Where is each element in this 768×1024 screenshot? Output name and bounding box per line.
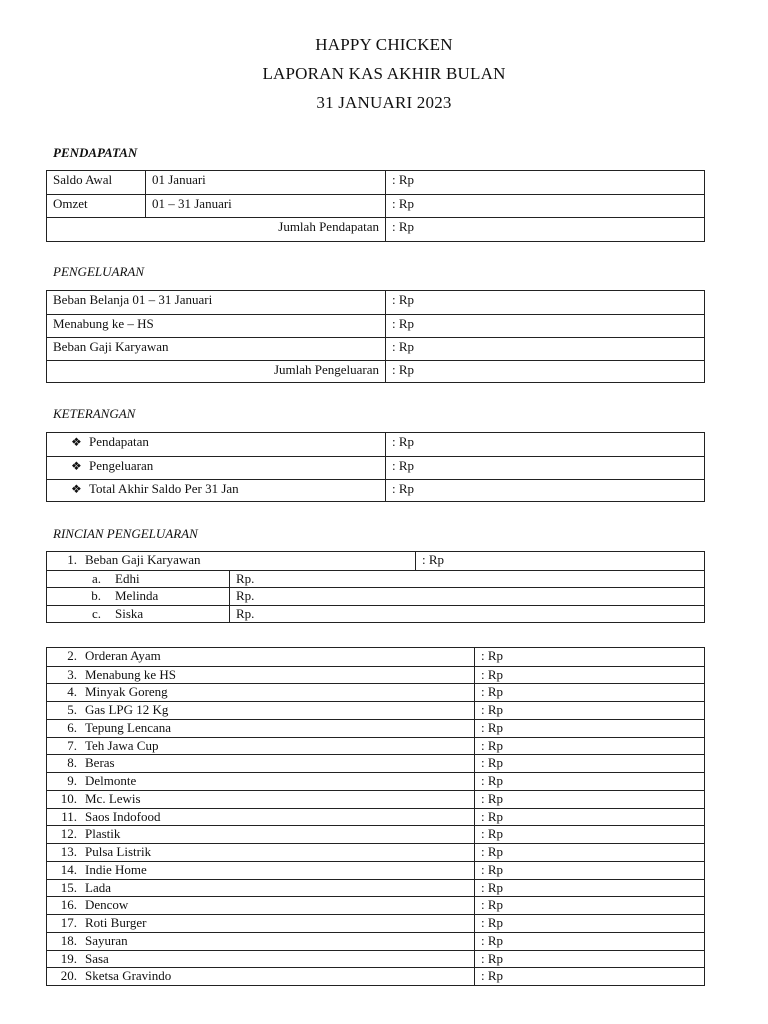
- row-label: Pengeluaran: [89, 458, 154, 473]
- row-value: : Rp: [474, 951, 704, 969]
- row-value: Rp.: [229, 588, 704, 606]
- row-label-cell: [47, 552, 415, 570]
- item-number: 16.: [60, 897, 77, 913]
- row-label: Menabung ke HS: [85, 666, 176, 682]
- total-row: [47, 217, 704, 242]
- employee-name: Siska: [115, 606, 144, 621]
- table-row: [47, 914, 704, 933]
- table-row: [47, 950, 704, 969]
- row-label-cell: [47, 606, 229, 623]
- item-number: 4.: [67, 684, 77, 700]
- item-number: 7.: [67, 737, 77, 753]
- row-label-cell: [47, 880, 474, 898]
- row-label: Beban Gaji Karyawan: [53, 339, 169, 354]
- item-number: 12.: [60, 826, 77, 842]
- row-value: : Rp: [474, 667, 704, 685]
- table-row: [47, 456, 704, 480]
- item-number: 17.: [60, 915, 77, 931]
- item-letter: c.: [91, 606, 101, 621]
- row-value: : Rp: [474, 773, 704, 791]
- row-label: Sasa: [85, 950, 109, 966]
- row-label: Dencow: [85, 897, 129, 913]
- table-row: [47, 587, 704, 606]
- company-name: HAPPY CHICKEN: [315, 35, 453, 54]
- row-label: Total Akhir Saldo Per 31 Jan: [89, 481, 239, 496]
- row-value: Rp.: [229, 606, 704, 623]
- table-row: [47, 683, 704, 702]
- row-label-cell: [47, 809, 474, 827]
- item-number: 14.: [60, 861, 77, 877]
- row-label-cell: [47, 588, 229, 606]
- row-value: : Rp: [474, 648, 704, 666]
- row-value: : Rp: [474, 862, 704, 880]
- item-number: 10.: [60, 790, 77, 806]
- item-number: 8.: [67, 755, 77, 771]
- row-period: 01 – 31 Januari: [145, 195, 385, 218]
- row-label-cell: [47, 897, 474, 915]
- table-row: [47, 737, 704, 756]
- row-label-cell: [47, 951, 474, 969]
- pendapatan-table: [46, 170, 705, 242]
- diamond-bullet-icon: ❖: [71, 435, 82, 449]
- row-label: Gas LPG 12 Kg: [85, 702, 169, 718]
- row-value: : Rp: [385, 480, 704, 502]
- total-label: Jumlah Pengeluaran: [273, 362, 379, 377]
- item-number: 20.: [60, 968, 77, 984]
- item-letter: a.: [91, 571, 101, 586]
- item-number: 9.: [67, 773, 77, 789]
- table-row: [47, 552, 704, 570]
- row-label-cell: [47, 571, 229, 588]
- row-label: Tepung Lencana: [85, 719, 172, 735]
- row-label-cell: [47, 791, 474, 809]
- row-value: : Rp: [474, 791, 704, 809]
- item-number: 18.: [60, 932, 77, 948]
- row-value: : Rp: [474, 826, 704, 844]
- report-date: 31 JANUARI 2023: [316, 93, 452, 112]
- row-label-cell: [47, 755, 474, 773]
- row-label-cell: [47, 457, 385, 480]
- table-row: [47, 570, 704, 588]
- item-number: 2.: [67, 648, 77, 663]
- total-label: Jumlah Pendapatan: [278, 219, 379, 234]
- row-label-cell: [47, 862, 474, 880]
- row-value: Rp.: [229, 571, 704, 588]
- item-number: 15.: [60, 879, 77, 895]
- table-row: [47, 719, 704, 738]
- row-label: Beban Belanja 01 – 31 Januari: [53, 292, 213, 307]
- row-label: Pulsa Listrik: [85, 844, 152, 860]
- row-value: : Rp: [474, 702, 704, 720]
- keterangan-heading: KETERANGAN: [53, 406, 136, 421]
- total-row: [47, 360, 704, 383]
- table-row: [47, 337, 704, 361]
- row-label: Menabung ke – HS: [53, 316, 154, 331]
- table-row: [47, 790, 704, 809]
- row-value: : Rp: [474, 738, 704, 756]
- item-number: 19.: [60, 950, 77, 966]
- row-label: Orderan Ayam: [85, 648, 161, 663]
- document-title: [0, 30, 768, 117]
- table-row: [47, 879, 704, 898]
- table-row: [47, 754, 704, 773]
- item-letter: b.: [91, 588, 101, 603]
- total-value: : Rp: [385, 218, 704, 242]
- table-row: [47, 291, 704, 314]
- rincian-heading: RINCIAN PENGELUARAN: [53, 526, 198, 541]
- employee-name: Edhi: [115, 571, 140, 586]
- table-row: [47, 808, 704, 827]
- row-label: Pendapatan: [89, 434, 149, 449]
- row-label-cell: [47, 720, 474, 738]
- row-label-cell: [47, 433, 385, 456]
- table-row: [47, 171, 704, 194]
- row-value: : Rp: [385, 433, 704, 456]
- row-value: : Rp: [474, 897, 704, 915]
- row-label: Mc. Lewis: [85, 790, 141, 806]
- row-value: : Rp: [385, 291, 704, 314]
- pengeluaran-heading: PENGELUARAN: [53, 264, 144, 279]
- table-row: [47, 433, 704, 456]
- row-label: Lada: [85, 879, 111, 895]
- table-row: [47, 194, 704, 218]
- row-value: : Rp: [385, 338, 704, 361]
- row-value: : Rp: [415, 552, 704, 570]
- row-label-cell: [47, 933, 474, 951]
- row-label-cell: [47, 702, 474, 720]
- item-number: 6.: [67, 719, 77, 735]
- row-label: Plastik: [85, 826, 121, 842]
- row-value: : Rp: [474, 968, 704, 986]
- row-label-cell: [47, 480, 385, 502]
- row-label-cell: [47, 844, 474, 862]
- item-number: 3.: [67, 666, 77, 682]
- row-label: Beban Gaji Karyawan: [85, 552, 201, 567]
- table-row: [47, 701, 704, 720]
- row-value: : Rp: [474, 844, 704, 862]
- row-label: Teh Jawa Cup: [85, 737, 159, 753]
- row-label-cell: [47, 915, 474, 933]
- row-value: : Rp: [385, 195, 704, 218]
- row-label: Beras: [85, 755, 115, 771]
- row-label: Sayuran: [85, 932, 128, 948]
- row-label-cell: [47, 773, 474, 791]
- row-value: : Rp: [385, 315, 704, 338]
- row-label: Omzet: [53, 196, 88, 211]
- row-label: Minyak Goreng: [85, 684, 168, 700]
- table-row: [47, 772, 704, 791]
- row-value: : Rp: [474, 809, 704, 827]
- table-row: [47, 843, 704, 862]
- row-value: : Rp: [474, 684, 704, 702]
- item-number: 5.: [67, 702, 77, 718]
- table-row: [47, 825, 704, 844]
- row-label-cell: [47, 826, 474, 844]
- row-value: : Rp: [385, 457, 704, 480]
- table-row: [47, 932, 704, 951]
- row-label: Indie Home: [85, 861, 147, 877]
- row-value: : Rp: [474, 880, 704, 898]
- table-row: [47, 861, 704, 880]
- table-row: [47, 666, 704, 685]
- item-number: 13.: [60, 844, 77, 860]
- pendapatan-heading: PENDAPATAN: [53, 145, 138, 160]
- row-label: Saldo Awal: [53, 172, 113, 187]
- row-label-cell: [47, 667, 474, 685]
- row-label: Delmonte: [85, 773, 137, 789]
- table-row: [47, 967, 704, 986]
- table-row: [47, 605, 704, 623]
- item-number: 1.: [67, 552, 77, 567]
- row-label-cell: [47, 648, 474, 666]
- row-value: : Rp: [385, 171, 704, 194]
- diamond-bullet-icon: ❖: [71, 459, 82, 473]
- row-label-cell: [47, 968, 474, 986]
- row-label: Saos Indofood: [85, 808, 161, 824]
- rincian-items-table: [46, 647, 705, 986]
- pengeluaran-table: [46, 290, 705, 383]
- diamond-bullet-icon: ❖: [71, 482, 82, 496]
- item-number: 11.: [61, 808, 77, 824]
- row-value: : Rp: [474, 720, 704, 738]
- table-row: [47, 648, 704, 666]
- report-title: LAPORAN KAS AKHIR BULAN: [262, 64, 506, 83]
- row-label: Sketsa Gravindo: [85, 968, 172, 984]
- table-row: [47, 314, 704, 338]
- keterangan-table: [46, 432, 705, 502]
- rincian-gaji-table: [46, 551, 705, 623]
- row-value: : Rp: [474, 933, 704, 951]
- employee-name: Melinda: [115, 588, 159, 603]
- row-value: : Rp: [474, 755, 704, 773]
- row-period: 01 Januari: [145, 171, 385, 194]
- row-value: : Rp: [474, 915, 704, 933]
- total-value: : Rp: [385, 361, 704, 383]
- row-label-cell: [47, 738, 474, 756]
- table-row: [47, 896, 704, 915]
- table-row: [47, 479, 704, 502]
- row-label-cell: [47, 684, 474, 702]
- row-label: Roti Burger: [85, 915, 147, 931]
